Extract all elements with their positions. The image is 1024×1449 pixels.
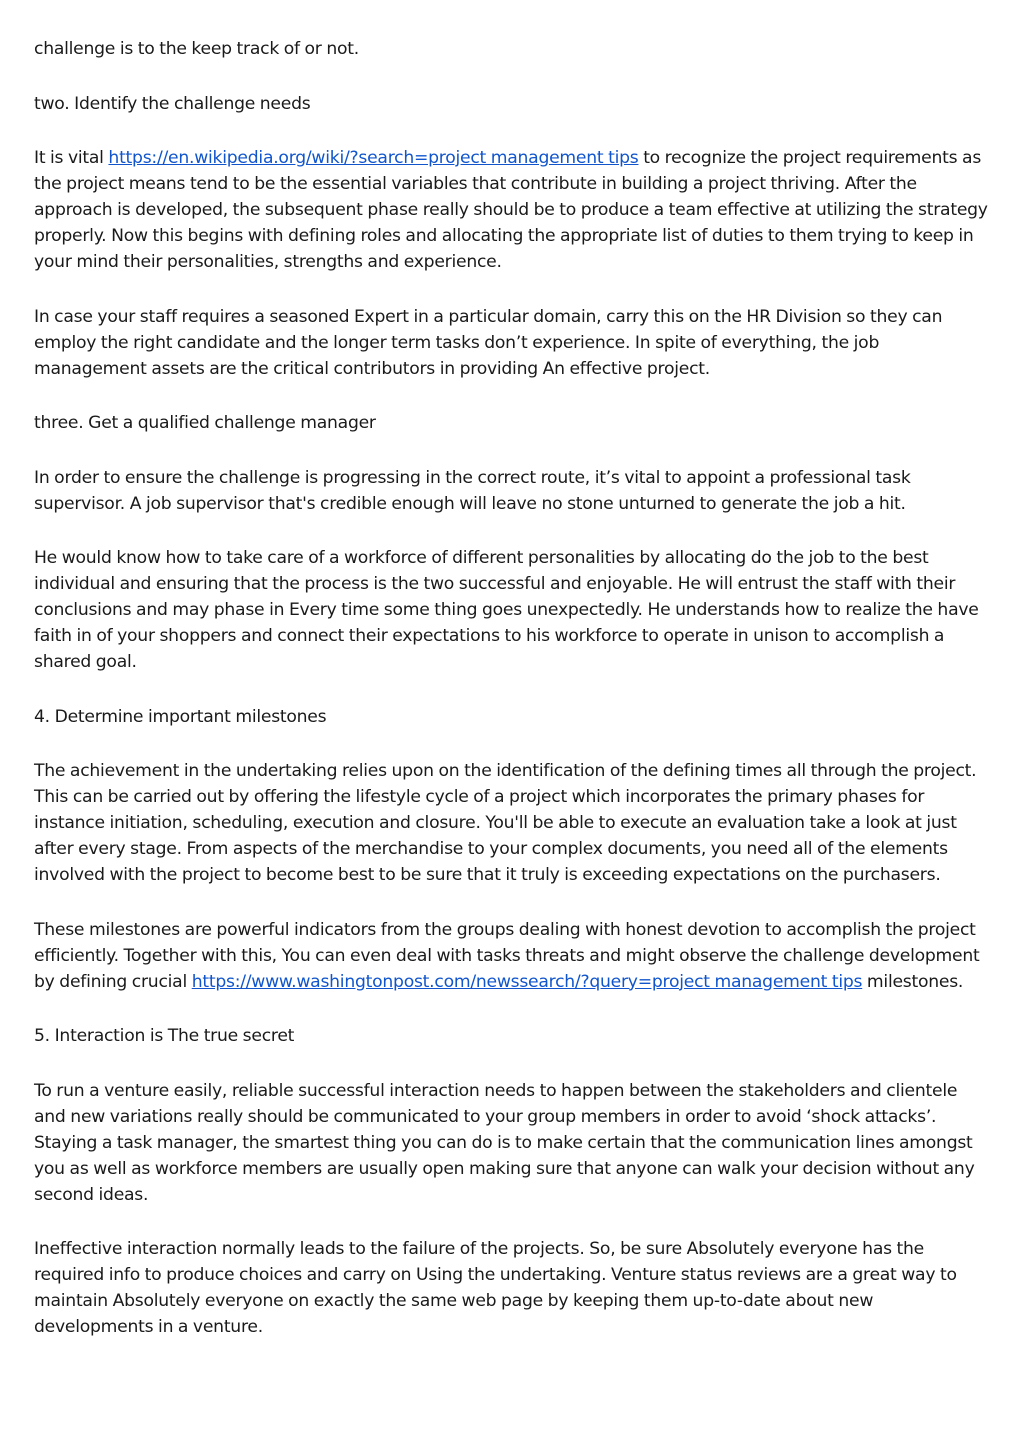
paragraph	[34, 145, 992, 275]
document-page	[34, 36, 992, 1369]
paragraph	[34, 917, 992, 995]
washingtonpost-link[interactable]: https://www.washingtonpost.com/newssearch/?query=project management tips	[191, 971, 863, 992]
paragraph-text: These milestones are powerful indicators from the groups dealing with honest devotion to accomplish the project efficiently. Together with this, You can even deal with tasks threats and might observe the challenge development by defining crucial	[34, 919, 980, 992]
paragraph: Ineffective interaction normally leads to the failure of the projects. So, be sure Absolutely everyone has the required info to produce choices and carry on Using the undertaking. Venture status reviews are a great way to maintain Absolutely everyone on exactly the same web page by keeping them up-to-date about new developments in a venture.	[34, 1239, 957, 1337]
paragraph: In case your staff requires a seasoned Expert in a particular domain, carry this on the HR Division so they can employ the right candidate and the longer term tasks don’t experience. In spite of everything, the job management assets are the critical contributors in providing An effective project.	[34, 306, 943, 379]
paragraph: The achievement in the undertaking relies upon on the identification of the defining times all through the project. This can be carried out by offering the lifestyle cycle of a project which incorporates the primary phases for instance initiation, scheduling, execution and closure. You'll be able to execute an evaluation take a look at just after every stage. From aspects of the merchandise to your complex documents, you need all of the elements involved with the project to become best to be sure that it truly is exceeding expectations on the purchasers.	[34, 761, 977, 885]
section-heading-5: 5. Interaction is The true secret	[34, 1026, 295, 1046]
paragraph: He would know how to take care of a workforce of different personalities by allocating do the job to the best individual and ensuring that the process is the two successful and enjoyable. He will entrust the staff with their conclusions and may phase in Every time some thing goes unexpectedly. He understands how to realize the have faith in of your shoppers and connect their expectations to his workforce to operate in unison to accomplish a shared goal.	[34, 548, 979, 672]
paragraph: To run a venture easily, reliable successful interaction needs to happen between the stakeholders and clientele and new variations really should be communicated to your group members in order to avoid ‘shock attacks’. Staying a task manager, the smartest thing you can do is to make certain that the communication lines amongst you as well as workforce members are usually open making sure that anyone can walk your decision without any second ideas.	[34, 1080, 975, 1205]
paragraph-text: to recognize the project requirements as the project means tend to be the essential variables that contribute in building a project thriving. After the approach is developed, the subsequent phase really should be to produce a team effective at utilizing the strategy properly. Now this begins with defining roles and allocating the appropriate list of duties to them trying to keep in your mind their personalities, strengths and experience.	[34, 148, 988, 272]
paragraph: In order to ensure the challenge is progressing in the correct route, it’s vital to appoint a professional task supervisor. A job supervisor that's credible enough will leave no stone unturned to generate the job a hit.	[34, 467, 911, 514]
paragraph-text: It is vital	[34, 148, 109, 168]
section-heading-3: three. Get a qualified challenge manager	[34, 413, 376, 433]
paragraph-text: milestones.	[862, 971, 964, 992]
wikipedia-link[interactable]: https://en.wikipedia.org/wiki/?search=project management tips	[108, 148, 639, 168]
section-heading-2: two. Identify the challenge needs	[34, 93, 311, 114]
section-heading-4: 4. Determine important milestones	[34, 706, 327, 727]
paragraph: challenge is to the keep track of or not.	[34, 39, 359, 59]
